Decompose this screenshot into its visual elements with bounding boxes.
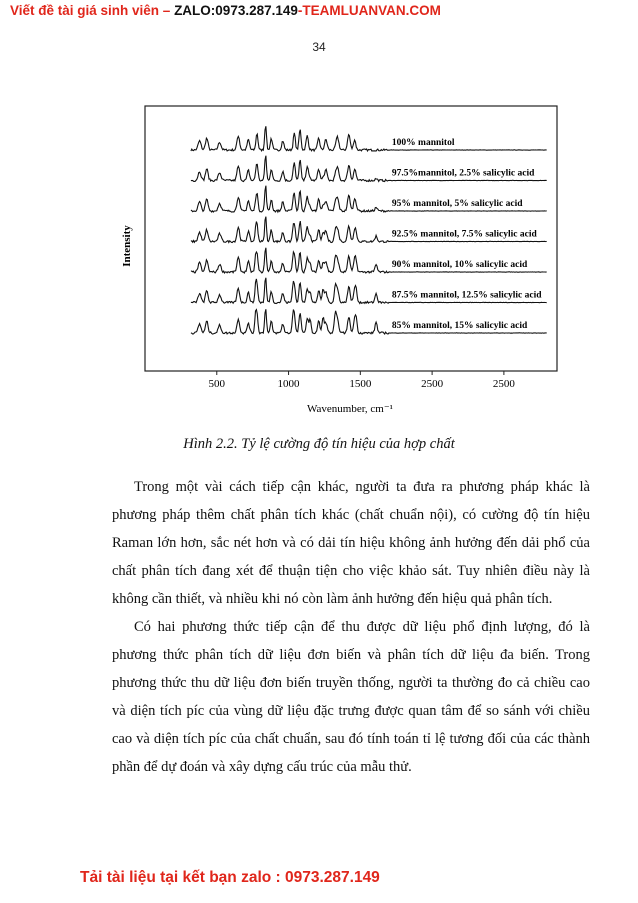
x-axis-label: Wavenumber, cm⁻¹	[307, 403, 393, 415]
spectrum-line	[191, 126, 547, 151]
x-tick-label: 1500	[349, 378, 372, 390]
x-tick-label: 2500	[421, 378, 444, 390]
spectrum-label: 90% mannitol, 10% salicylic acid	[391, 260, 528, 270]
header-suffix: -TEAMLUANVAN.COM	[297, 3, 441, 18]
header-zalo: ZALO:0973.287.149	[174, 3, 298, 18]
x-tick-label: 500	[208, 378, 226, 390]
raman-spectra-chart	[110, 100, 560, 420]
footer-banner: Tải tài liệu tại kết bạn zalo : 0973.287.149	[80, 869, 380, 886]
paragraph-2: Có hai phương thức tiếp cận để thu được dữ liệu phổ định lượng, đó là phương thức phân tích dữ liệu đơn biến và phân tích dữ liệu đa biến. Trong phương thức thu dữ liệu đơn biến truyền thống, người ta thường đo cả chiều cao và diện tích píc của vùng dữ liệu đặc trưng được quan tâm để so sánh với chiều cao và diện tích píc của chất chuẩn, sau đó tính toán tỉ lệ tương đối của các thành phần để dự đoán và xây dựng cấu trúc của mẫu thử.	[112, 619, 590, 775]
spectrum-label: 87.5% mannitol, 12.5% salicylic acid	[391, 290, 542, 301]
spectrum-label: 85% mannitol, 15% salicylic acid	[391, 321, 528, 331]
spectrum-label: 95% mannitol, 5% salicylic acid	[391, 199, 523, 209]
spectrum-label: 100% mannitol	[391, 138, 455, 148]
x-tick-label: 1000	[277, 378, 300, 390]
page-number: 34	[312, 40, 326, 54]
spectrum-label: 97.5%mannitol, 2.5% salicylic acid	[391, 168, 535, 179]
header-banner	[10, 3, 441, 18]
body-text	[112, 473, 590, 781]
header-prefix: Viết đề tài giá sinh viên –	[10, 3, 175, 18]
figure-caption: Hình 2.2. Tỷ lệ cường độ tín hiệu của hợp chất	[183, 436, 455, 452]
spectrum-label: 92.5% mannitol, 7.5% salicylic acid	[391, 229, 537, 240]
x-tick-label: 2500	[492, 378, 515, 390]
paragraph-1: Trong một vài cách tiếp cận khác, người ta đưa ra phương pháp khác là phương pháp thêm chất phân tích khác (chất chuẩn nội), có cường độ tín hiệu Raman lớn hơn, sắc nét hơn và có dải tín hiệu không ảnh hưởng đến dải phổ của chất phân tích đang xét để thuận tiện cho việc khảo sát. Tuy nhiên điều này là không cần thiết, và nhiều khi nó còn làm ảnh hưởng đến hiệu quả phân tích.	[112, 479, 590, 607]
y-axis-label: Intensity	[121, 225, 133, 267]
